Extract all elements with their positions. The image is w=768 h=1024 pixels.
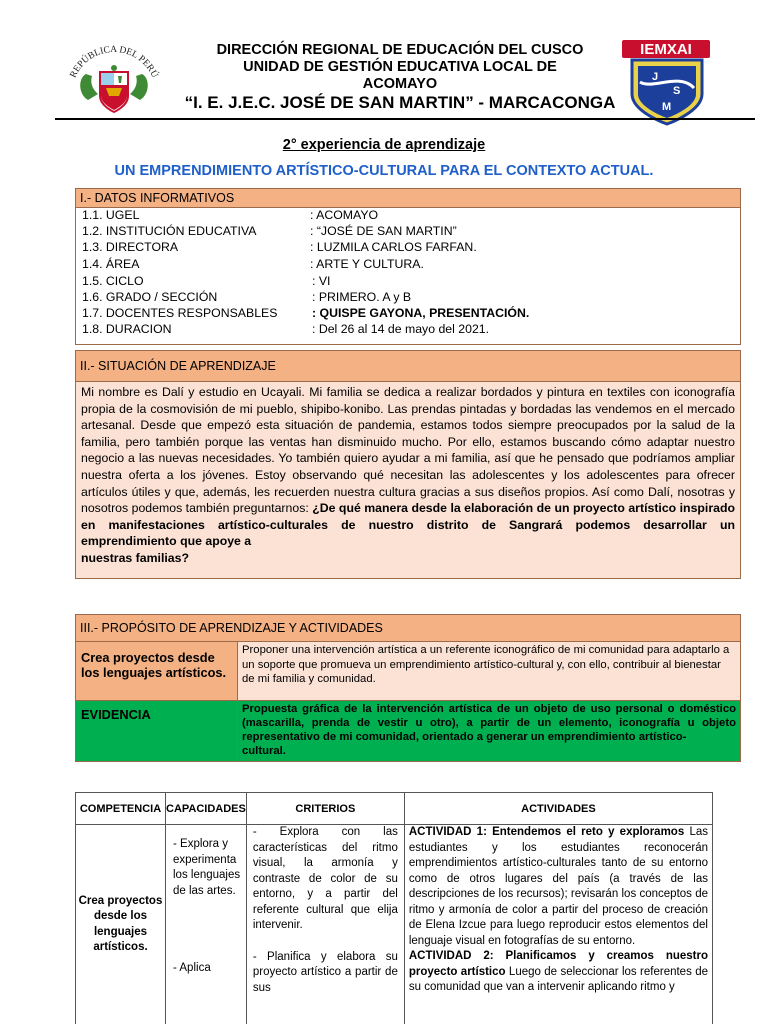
- datos-value: : VI: [312, 274, 331, 288]
- svg-text:IEMXAI: IEMXAI: [640, 41, 692, 58]
- datos-value: : Del 26 al 14 de mayo del 2021.: [312, 322, 490, 336]
- proposito-text: Proponer una intervención artística a un referente iconográfico de mi comunidad para adaptarlo a un soporte que promueva un emprendimiento artístico-cultural y, con ello, contribuir al bienestar de mi familia y comunidad.: [238, 642, 740, 700]
- situacion-question-end: nuestras familias?: [81, 550, 189, 565]
- datos-row: 1.2. INSTITUCIÓN EDUCATIVA: [82, 224, 257, 238]
- header-line-2: UNIDAD DE GESTIÓN EDUCATIVA LOCAL DE: [243, 59, 557, 75]
- situacion-section: [75, 350, 741, 579]
- competencia-label: Crea proyectos desde los lenguajes artísticos.: [76, 642, 238, 700]
- svg-text:M: M: [662, 101, 672, 113]
- situacion-text: Mi nombre es Dalí y estudio en Ucayali. Mi familia se dedica a realizar bordados y pintura en textiles con iconografía propia de la cosmovisión de mi pueblo, shipibo-konibo. Las prendas pintadas y bordadas las vendemos en el mercado artesanal. Desde que empezó esta situación de pandemia, estamos todos siempre preocupados por la salud de la familia, pero también porque las ventas han disminuido mucho. Por ello, estamos buscando cómo adaptar nuestro negocio a las nuevas necesidades. Yo también quiero ayudar a mi familia, así que he pensado que podríamos ampliar nuestra oferta a los jóvenes. Estoy observando qué necesitan las adolescentes y los adolescentes para ofrecer artículos útiles y que, además, les recuerden nuestra cultura gracias a sus diseños propios. Así como Dalí, nosotras y nosotros podemos también preguntarnos: ¿De qué manera desde la elaboración de un proyecto artístico inspirado en manifestaciones artístico-culturales de nuestro distrito de Sangrará podemos desarrollar un emprendimiento que apoye a nuestras familias?: [81, 385, 735, 565]
- header-divider: [55, 118, 755, 120]
- datos-row: 1.1. UGEL: [82, 208, 140, 222]
- datos-row: 1.3. DIRECTORA: [82, 240, 179, 254]
- table-header-row: [76, 793, 713, 825]
- header-line-3: ACOMAYO: [362, 76, 438, 92]
- competencia-row: [76, 642, 740, 701]
- header-actividades: ACTIVIDADES: [404, 793, 712, 825]
- proposito-section: [75, 614, 741, 762]
- competencias-table: [75, 792, 713, 1024]
- header-competencia: COMPETENCIA: [76, 793, 166, 825]
- evidencia-row: [76, 701, 740, 761]
- svg-text:J: J: [652, 71, 659, 83]
- datos-value: : ACOMAYO: [310, 208, 379, 222]
- datos-row: 1.8. DURACION: [82, 322, 172, 336]
- situacion-question: ¿De qué manera desde la elaboración de un proyecto artístico inspirado en manifestaciones artístico-culturales de nuestro distrito de Sangrará podemos desarrollar un emprendimiento que apoye a: [81, 501, 735, 549]
- experience-title: 2° experiencia de aprendizaje: [282, 137, 486, 153]
- situacion-heading: II.- SITUACIÓN DE APRENDIZAJE: [76, 351, 740, 382]
- evidencia-label: EVIDENCIA: [76, 701, 238, 761]
- evidencia-text: Propuesta gráfica de la intervención artística de un objeto de uso personal o doméstico (mascarilla, prenda de vestir u otro), a partir de un elemento, iconografía u objeto representativo de mi comunidad, orientado a generar un emprendimiento artístico- cultural.: [238, 701, 740, 761]
- header-capacidades: CAPACIDADES: [166, 793, 247, 825]
- datos-row: 1.6. GRADO / SECCIÓN: [82, 290, 218, 304]
- svg-text:S: S: [673, 85, 681, 97]
- datos-heading: I.- DATOS INFORMATIVOS: [76, 189, 740, 208]
- datos-value: : LUZMILA CARLOS FARFAN.: [310, 240, 477, 254]
- datos-row: 1.7. DOCENTES RESPONSABLES: [82, 306, 278, 320]
- datos-row: 1.5. CICLO: [82, 274, 144, 288]
- datos-value: : ARTE Y CULTURA.: [310, 257, 424, 271]
- header-line-1: DIRECCIÓN REGIONAL DE EDUCACIÓN DEL CUSCO: [216, 42, 584, 58]
- actividades-cell: ACTIVIDAD 1: Entendemos el reto y exploramos Las estudiantes y los estudiantes reconocerán emprendimientos artístico-culturales tanto de su entorno como de otros lugares del país (a través de las descripciones de los recursos); revisarán los conceptos de ritmo y armonía de color a partir del proceso de creación de Elena Izcue para luego reproducir estos elementos del lenguaje visual en fotografías de su entorno. ACTIVIDAD 2: Planificamos y creamos nuestro proyecto artístico Luego de seleccionar los referentes de su comunidad que van a intervenir aplicando ritmo y: [404, 825, 712, 1024]
- main-title: UN EMPRENDIMIENTO ARTÍSTICO-CULTURAL PARA EL CONTEXTO ACTUAL.: [114, 163, 654, 179]
- datos-value: : PRIMERO. A y B: [312, 290, 412, 304]
- school-name: “I. E. J.E.C. JOSÉ DE SAN MARTIN” - MARCACONGA: [184, 93, 616, 112]
- capacidades-cell: - Explora y experimenta los lenguajes de las artes. - Aplica: [166, 825, 247, 1024]
- proposito-heading: III.- PROPÓSITO DE APRENDIZAJE Y ACTIVIDADES: [76, 615, 740, 642]
- competencia-cell: Crea proyectos desde los lenguajes artísticos.: [76, 825, 166, 1024]
- svg-text:REPÚBLICA DEL PERÚ: REPÚBLICA DEL PERÚ: [68, 44, 160, 80]
- datos-value: : QUISPE GAYONA, PRESENTACIÓN.: [312, 306, 530, 320]
- datos-row: 1.4. ÁREA: [82, 257, 140, 271]
- school-logo-icon: [618, 38, 716, 126]
- criterios-cell: - Explora con las características del ritmo visual, la armonía y contraste de color de su entorno, y a partir del referente cultural que elija intervenir. - Planifica y elabora su proyecto artístico a partir de sus: [246, 825, 404, 1024]
- datos-value: : “JOSÉ DE SAN MARTIN”: [310, 224, 457, 238]
- datos-informativos-section: [75, 188, 741, 345]
- header-criterios: CRITERIOS: [246, 793, 404, 825]
- table-row: [76, 825, 713, 1024]
- document-header: [0, 30, 768, 120]
